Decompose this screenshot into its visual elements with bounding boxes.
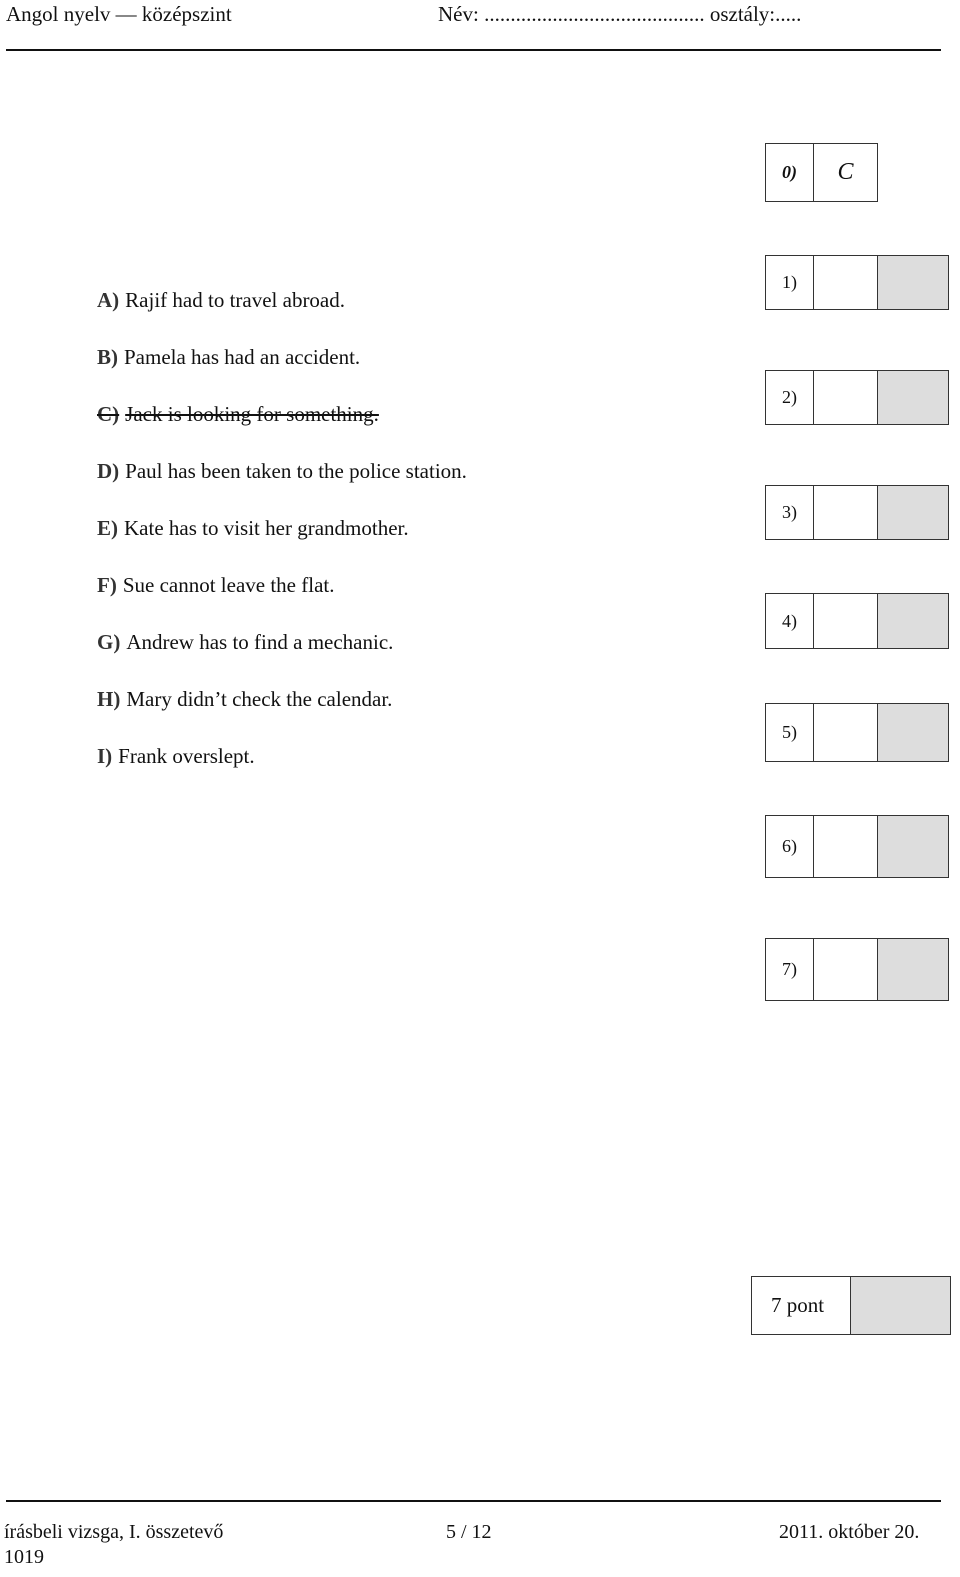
grader-cell bbox=[878, 594, 948, 648]
answer-number: 7) bbox=[766, 939, 814, 1000]
option-g bbox=[97, 630, 393, 655]
footer-date: 2011. október 20. bbox=[779, 1521, 920, 1543]
example-number: 0) bbox=[766, 144, 814, 201]
footer-code: 1019 bbox=[4, 1546, 44, 1568]
footer-page-number: 5 / 12 bbox=[446, 1521, 492, 1543]
option-text: Rajif had to travel abroad. bbox=[125, 288, 346, 312]
answer-number: 4) bbox=[766, 594, 814, 648]
grader-cell bbox=[878, 704, 948, 761]
option-letter: I) bbox=[97, 744, 113, 768]
footer-rule bbox=[6, 1500, 941, 1502]
header-rule bbox=[6, 49, 941, 51]
option-a bbox=[97, 288, 345, 313]
option-text: Frank overslept. bbox=[118, 744, 255, 768]
answer-input[interactable] bbox=[814, 704, 878, 761]
example-box bbox=[765, 143, 878, 202]
grader-cell bbox=[878, 486, 948, 539]
option-i bbox=[97, 744, 255, 769]
option-letter: H) bbox=[97, 687, 121, 711]
option-text: Sue cannot leave the flat. bbox=[122, 573, 335, 597]
answer-input[interactable] bbox=[814, 816, 878, 877]
option-b bbox=[97, 345, 360, 370]
answer-box-4 bbox=[765, 593, 949, 649]
option-e bbox=[97, 516, 409, 541]
answer-number: 3) bbox=[766, 486, 814, 539]
answer-box-2 bbox=[765, 370, 949, 425]
option-letter: E) bbox=[97, 516, 118, 540]
option-text: Paul has been taken to the police station. bbox=[125, 459, 467, 483]
option-text: Kate has to visit her grandmother. bbox=[124, 516, 409, 540]
answer-number: 2) bbox=[766, 371, 814, 424]
option-text: Mary didn’t check the calendar. bbox=[126, 687, 393, 711]
answer-input[interactable] bbox=[814, 486, 878, 539]
grader-cell bbox=[878, 371, 948, 424]
answer-box-6 bbox=[765, 815, 949, 878]
score-label: 7 pont bbox=[752, 1277, 851, 1334]
answer-input[interactable] bbox=[814, 594, 878, 648]
answer-number: 1) bbox=[766, 256, 814, 309]
option-text: Pamela has had an accident. bbox=[124, 345, 361, 369]
answer-input[interactable] bbox=[814, 256, 878, 309]
option-f bbox=[97, 573, 335, 598]
footer-exam-part: írásbeli vizsga, I. összetevő bbox=[4, 1521, 224, 1543]
header-name-class-field: Név: .......................................... osztály:..... bbox=[438, 2, 802, 26]
answer-box-7 bbox=[765, 938, 949, 1001]
grader-cell bbox=[878, 256, 948, 309]
grader-cell bbox=[878, 816, 948, 877]
option-h bbox=[97, 687, 392, 712]
option-letter: D) bbox=[97, 459, 120, 483]
option-c-crossed bbox=[97, 402, 379, 427]
option-letter: B) bbox=[97, 345, 118, 369]
option-letter: C) bbox=[97, 402, 120, 426]
answer-box-1 bbox=[765, 255, 949, 310]
option-d bbox=[97, 459, 467, 484]
score-box bbox=[751, 1276, 951, 1335]
option-text: Andrew has to find a mechanic. bbox=[126, 630, 394, 654]
score-grader-cell bbox=[851, 1277, 950, 1334]
option-letter: A) bbox=[97, 288, 120, 312]
option-letter: G) bbox=[97, 630, 121, 654]
answer-number: 5) bbox=[766, 704, 814, 761]
answer-input[interactable] bbox=[814, 371, 878, 424]
answer-box-3 bbox=[765, 485, 949, 540]
header-subject: Angol nyelv — középszint bbox=[6, 2, 232, 26]
grader-cell bbox=[878, 939, 948, 1000]
example-answer: C bbox=[837, 159, 854, 185]
answer-box-5 bbox=[765, 703, 949, 762]
answer-input[interactable] bbox=[814, 939, 878, 1000]
answer-number: 6) bbox=[766, 816, 814, 877]
option-letter: F) bbox=[97, 573, 117, 597]
option-text: Jack is looking for something. bbox=[125, 402, 379, 426]
